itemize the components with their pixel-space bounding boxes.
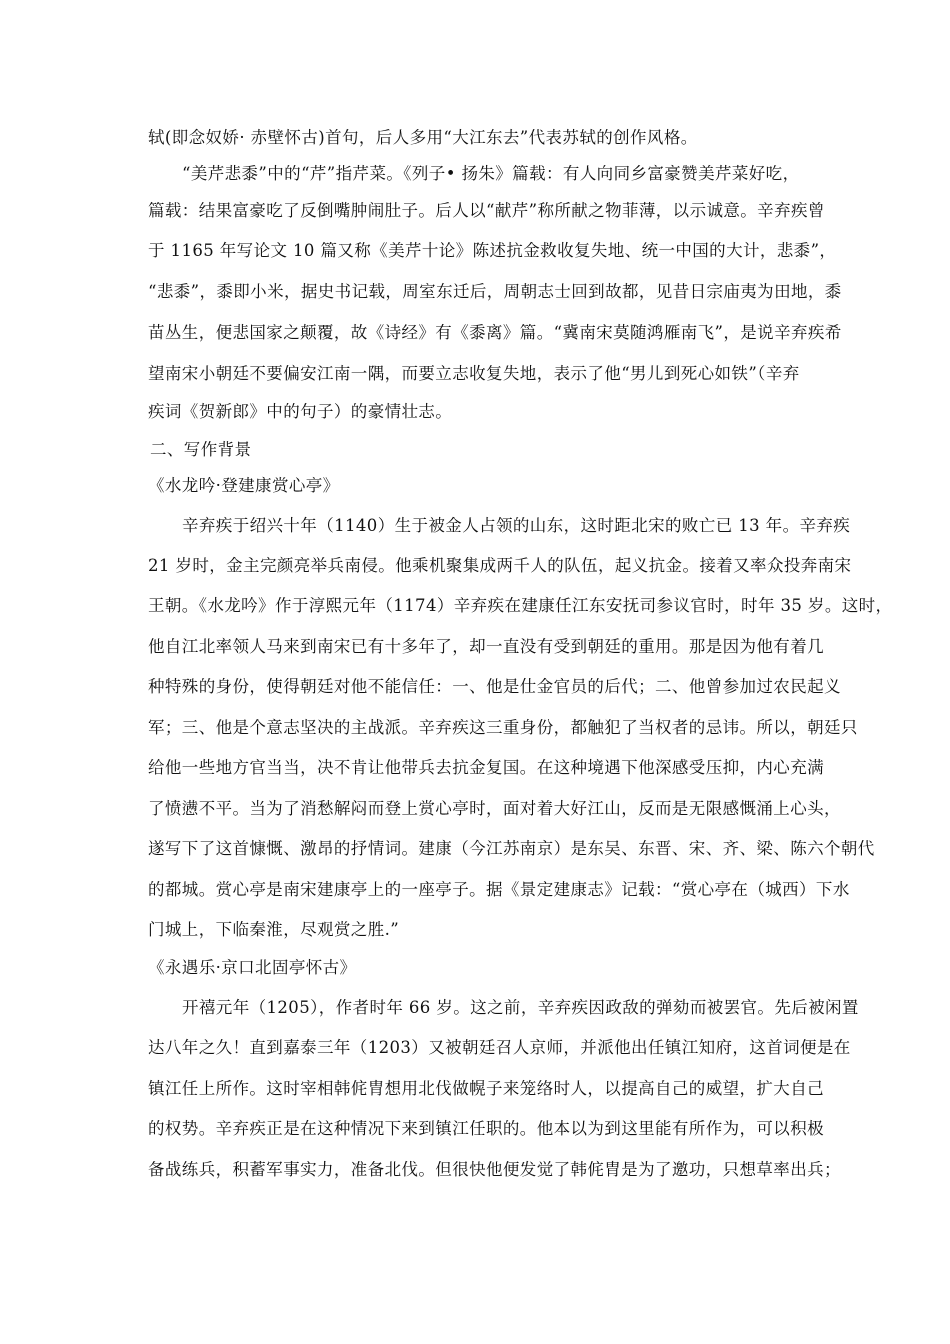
paragraph-line: 苗丛生，便悲国家之颠覆，故《诗经》有《黍离》篇。“冀南宋莫随鸿雁南飞”，是说辛弃疾希 — [148, 323, 842, 342]
subsection-title: 《水龙吟·登建康赏心亭》 — [148, 476, 340, 495]
paragraph-line: 遂写下了这首慷慨、激昂的抒情词。建康（今江苏南京）是东吴、东晋、宋、齐、梁、陈六个朝代 — [148, 839, 875, 858]
paragraph-line: 辛弃疾于绍兴十年（1140）生于被金人占领的山东，这时距北宋的败亡已 13 年。辛弃疾 — [182, 516, 851, 535]
subsection-title: 《永遇乐·京口北固亭怀古》 — [148, 958, 357, 977]
paragraph-line: 疾词《贺新郎》中的句子）的豪情壮志。 — [148, 402, 453, 421]
paragraph-line: 王朝。《水龙吟》作于淳熙元年（1174）辛弃疾在建康任江东安抚司参议官时，时年 35 岁。这时， — [148, 596, 893, 615]
paragraph-line: 镇江任上所作。这时宰相韩侂胄想用北伐做幌子来笼络时人，以提高自己的威望，扩大自己 — [148, 1079, 824, 1098]
paragraph-line: 轼(即念奴娇· 赤壁怀古)首句，后人多用“大江东去”代表苏轼的创作风格。 — [148, 128, 698, 147]
paragraph-line: 的都城。赏心亭是南宋建康亭上的一座亭子。据《景定建康志》记载：“赏心亭在（城西）下水 — [148, 880, 850, 899]
paragraph-line: 开禧元年（1205），作者时年 66 岁。这之前，辛弃疾因政敌的弹劾而被罢官。先后被闲置 — [182, 998, 859, 1017]
paragraph-line: 了愤懑不平。当为了消愁解闷而登上赏心亭时，面对着大好江山，反而是无限感慨涌上心头， — [148, 799, 841, 818]
paragraph-line: “美芹悲黍”中的“芹”指芹菜。《列子• 扬朱》篇载：有人向同乡富豪赞美芹菜好吃， — [182, 164, 800, 183]
paragraph-line: “悲黍”，黍即小米，据史书记载，周室东迁后，周朝志士回到故都，见昔日宗庙夷为田地，黍 — [148, 282, 842, 301]
paragraph-line: 达八年之久！直到嘉泰三年（1203）又被朝廷召人京师，并派他出任镇江知府，这首词便是在 — [148, 1038, 851, 1057]
paragraph-line: 的权势。辛弃疾正是在这种情况下来到镇江任职的。他本以为到这里能有所作为，可以积极 — [148, 1119, 824, 1138]
paragraph-line: 给他一些地方官当当，决不肯让他带兵去抗金复国。在这种境遇下他深感受压抑，内心充满 — [148, 758, 824, 777]
paragraph-line: 21 岁时，金主完颜亮举兵南侵。他乘机聚集成两千人的队伍，起义抗金。接着又率众投奔南宋 — [148, 556, 852, 575]
paragraph-line: 他自江北率领人马来到南宋已有十多年了，却一直没有受到朝廷的重用。那是因为他有着几 — [148, 637, 824, 656]
paragraph-line: 篇载：结果富豪吃了反倒嘴肿闹肚子。后人以“献芹”称所献之物菲薄，以示诚意。辛弃疾曾 — [148, 201, 825, 220]
paragraph-line: 军；三、他是个意志坚决的主战派。辛弃疾这三重身份，都触犯了当权者的忌讳。所以，朝廷只 — [148, 718, 858, 737]
paragraph-line: 望南宋小朝廷不要偏安江南一隅，而要立志收复失地，表示了他“男儿到死心如铁”（辛弃 — [148, 364, 800, 383]
paragraph-line: 门城上，下临秦淮，尽观赏之胜.” — [148, 920, 400, 939]
paragraph-line: 备战练兵，积蓄军事实力，准备北伐。但很快他便发觉了韩侂胄是为了邀功，只想草率出兵； — [148, 1160, 841, 1179]
paragraph-line: 于 1165 年写论文 10 篇又称《美芹十论》陈述抗金救收复失地、统一中国的大计，悲黍”， — [148, 241, 837, 260]
section-heading: 二、写作背景 — [150, 440, 252, 459]
paragraph-line: 种特殊的身份，使得朝廷对他不能信任：一、他是仕金官员的后代；二、他曾参加过农民起义 — [148, 677, 841, 696]
